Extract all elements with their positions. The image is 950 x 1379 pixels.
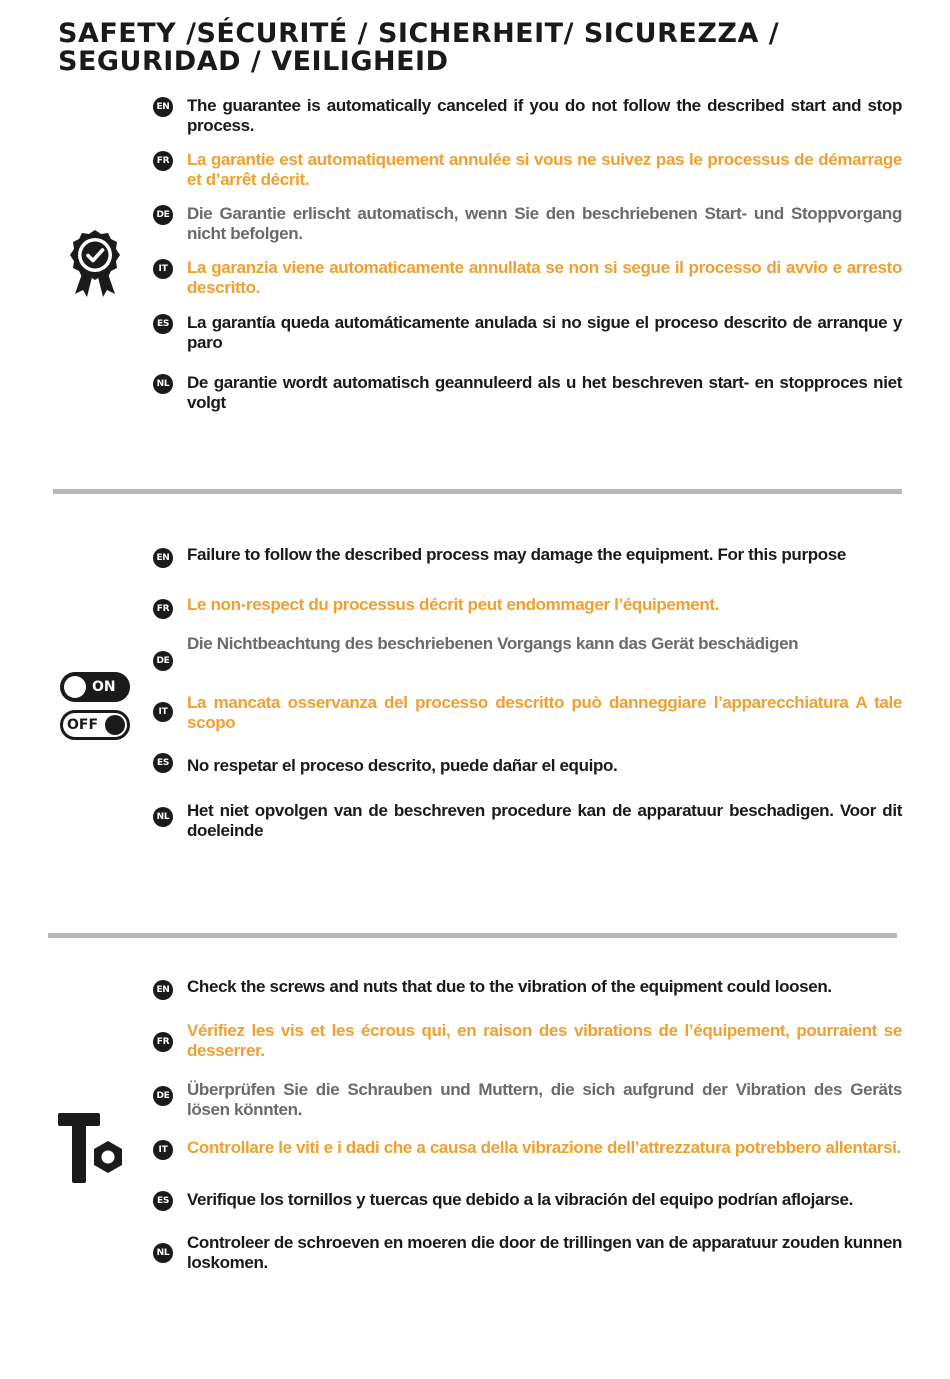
- warranty-badge-icon: [66, 228, 124, 298]
- entry-text: Controllare le viti e i dadi che a causa della vibrazione dell’attrezzatura potrebbero allentarsi.: [187, 1138, 901, 1157]
- switch-on-icon: [60, 672, 130, 702]
- entry-text: Controleer de schroeven en moeren die door de trillingen van de apparatuur zouden kunnen loskomen.: [187, 1233, 902, 1272]
- lang-badge-de: DE: [153, 205, 173, 225]
- page-title: [58, 20, 918, 76]
- entry-text: Check the screws and nuts that due to the vibration of the equipment could loosen.: [187, 977, 832, 996]
- entry-text: Die Garantie erlischt automatisch, wenn Sie den beschriebenen Start- und Stoppvorgang nicht befolgen.: [187, 204, 902, 243]
- lang-badge-fr: FR: [153, 599, 173, 619]
- lang-badge-es: ES: [153, 314, 173, 334]
- lang-badge-nl: NL: [153, 807, 173, 827]
- entry-text: The guarantee is automatically canceled if you do not follow the described start and stop process.: [187, 96, 902, 135]
- lang-badge-de: DE: [153, 1086, 173, 1106]
- lang-badge-es: ES: [153, 1191, 173, 1211]
- entry-text: Verifique los tornillos y tuercas que debido a la vibración del equipo podrían aflojarse.: [187, 1190, 854, 1209]
- lang-badge-en: EN: [153, 97, 173, 117]
- lang-badge-es: ES: [153, 753, 173, 773]
- entry-text: La garanzia viene automaticamente annullata se non si segue il processo di avvio e arresto descritto.: [187, 258, 902, 297]
- lang-badge-de: DE: [153, 651, 173, 671]
- entry-text: La mancata osservanza del processo descritto può danneggiare l’apparecchiatura A tale scopo: [187, 693, 902, 732]
- lang-badge-it: IT: [153, 259, 173, 279]
- section-divider: [48, 933, 897, 938]
- entry-text: Die Nichtbeachtung des beschriebenen Vorgangs kann das Gerät beschädigen: [187, 634, 799, 653]
- switch-off-label: OFF: [67, 717, 99, 733]
- lang-badge-nl: NL: [153, 374, 173, 394]
- lang-badge-it: IT: [153, 702, 173, 722]
- screw-nut-icon: [58, 1113, 126, 1185]
- entry-text: Überprüfen Sie die Schrauben und Muttern, die sich aufgrund der Vibration des Geräts lösen könnten.: [187, 1080, 902, 1119]
- page-title-line-1: SAFETY /SÉCURITÉ / SICHERHEIT/ SICUREZZA /: [58, 18, 780, 49]
- entry-text: Vérifiez les vis et les écrous qui, en raison des vibrations de l’équipement, pourraient se desserrer.: [187, 1021, 902, 1060]
- entry-text: Le non-respect du processus décrit peut endommager l’équipement.: [187, 595, 720, 614]
- entry-text: De garantie wordt automatisch geannuleerd als u het beschreven start- en stopproces niet volgt: [187, 373, 902, 412]
- lang-badge-en: EN: [153, 548, 173, 568]
- entry-text: No respetar el proceso descrito, puede dañar el equipo.: [187, 756, 618, 775]
- entry-text: Failure to follow the described process may damage the equipment. For this purpose: [187, 545, 846, 564]
- lang-badge-en: EN: [153, 980, 173, 1000]
- lang-badge-it: IT: [153, 1140, 173, 1160]
- lang-badge-fr: FR: [153, 1032, 173, 1052]
- page-title-line-2: SEGURIDAD / VEILIGHEID: [58, 46, 449, 77]
- entry-text: Het niet opvolgen van de beschreven procedure kan de apparatuur beschadigen. Voor dit doeleinde: [187, 801, 902, 840]
- entry-text: La garantía queda automáticamente anulada si no sigue el proceso descrito de arranque y paro: [187, 313, 902, 352]
- entry-text: La garantie est automatiquement annulée si vous ne suivez pas le processus de démarrage et d’arrêt décrit.: [187, 150, 902, 189]
- section-divider: [53, 489, 902, 494]
- lang-badge-fr: FR: [153, 151, 173, 171]
- on-off-switch-icon: [60, 672, 130, 742]
- switch-on-label: ON: [92, 679, 116, 695]
- lang-badge-nl: NL: [153, 1243, 173, 1263]
- switch-off-icon: [60, 710, 130, 740]
